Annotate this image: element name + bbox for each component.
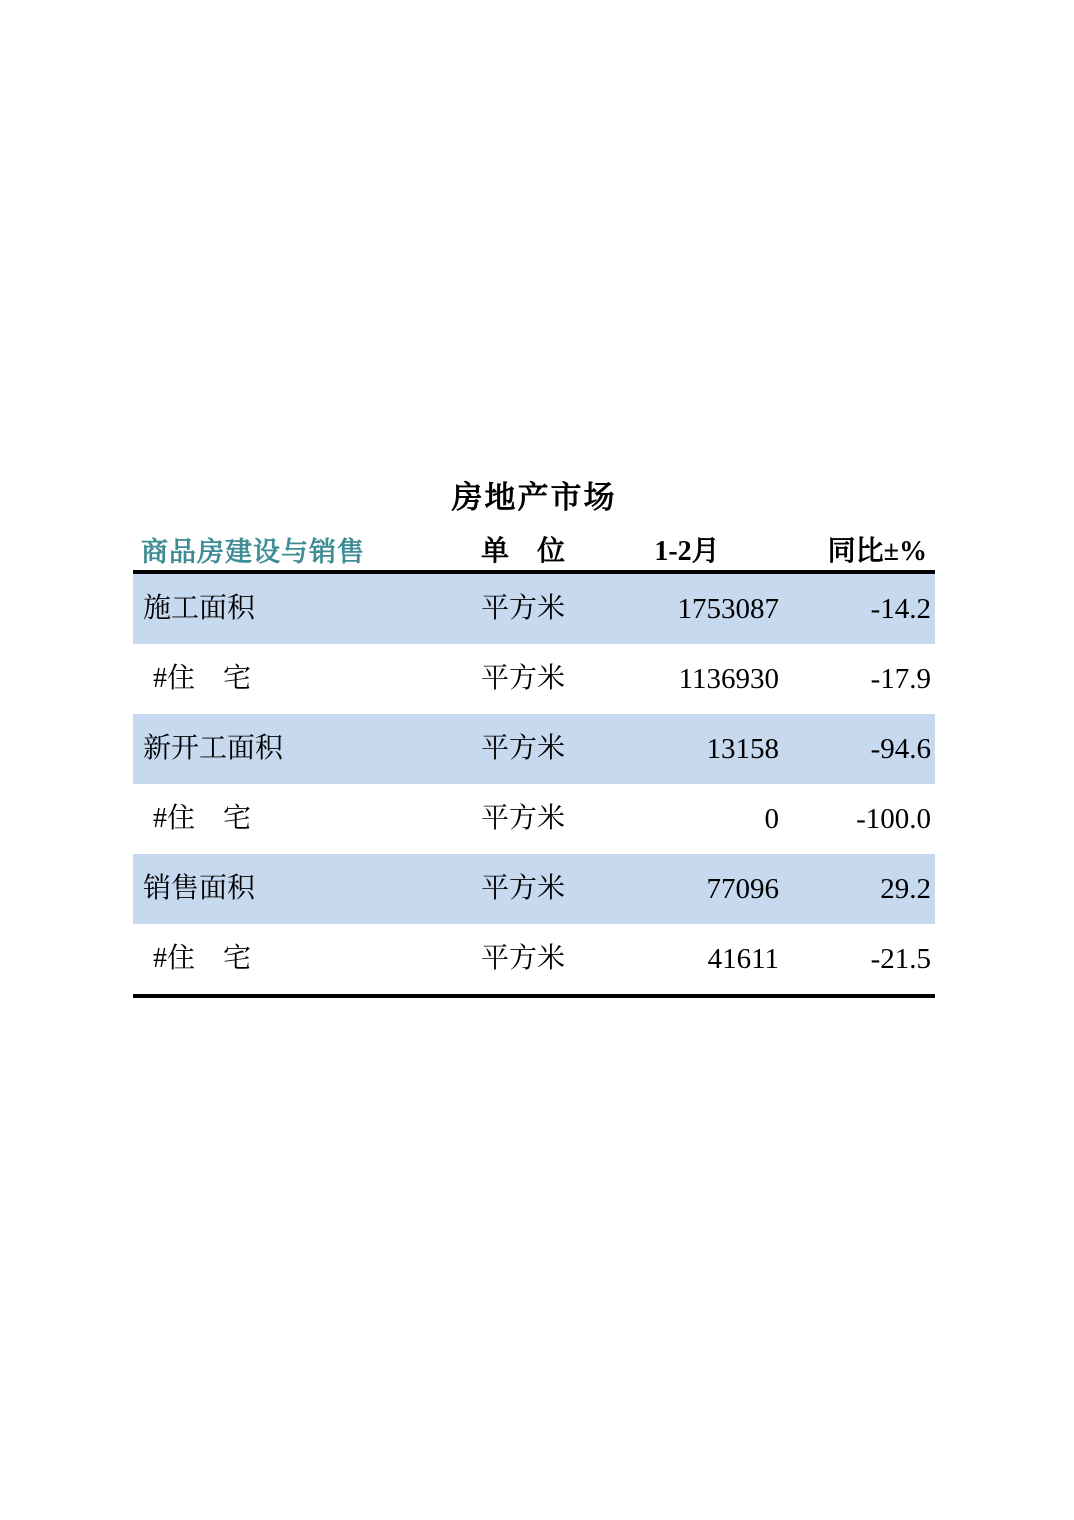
- table-row: [133, 784, 935, 854]
- row-value-cell: 41611: [707, 943, 779, 975]
- row-unit-cell: 平方米: [480, 663, 565, 694]
- table-row: [133, 574, 935, 644]
- row-yoy-cell: -17.9: [870, 663, 931, 695]
- row-unit-cell: 平方米: [480, 803, 565, 834]
- row-yoy-cell: -21.5: [870, 943, 931, 975]
- row-yoy-cell: -14.2: [870, 593, 931, 625]
- table-row: [133, 714, 935, 784]
- table-header-row: [133, 530, 935, 574]
- row-unit-cell: 平方米: [480, 733, 565, 764]
- row-yoy-cell: -94.6: [870, 733, 931, 765]
- row-value-cell: 1753087: [677, 593, 779, 625]
- header-product-column: 商品房建设与销售: [141, 537, 365, 567]
- row-label-cell: 新开工面积: [143, 733, 284, 764]
- row-label-cell: #住 宅: [153, 943, 252, 974]
- row-unit-cell: 平方米: [480, 873, 565, 904]
- row-value-cell: 1136930: [678, 663, 779, 695]
- row-yoy-cell: 29.2: [880, 873, 931, 905]
- table-row: [133, 924, 935, 994]
- header-period-column: 1-2月: [654, 536, 720, 567]
- real-estate-table-section: [133, 472, 935, 998]
- row-unit-cell: 平方米: [480, 593, 565, 624]
- row-label-cell: #住 宅: [153, 803, 252, 834]
- row-unit-cell: 平方米: [480, 943, 565, 974]
- header-yoy-column: 同比±%: [827, 536, 927, 567]
- row-value-cell: 0: [764, 803, 779, 835]
- table-row: [133, 854, 935, 924]
- row-label-cell: #住 宅: [153, 663, 252, 694]
- row-yoy-cell: -100.0: [856, 803, 931, 835]
- row-label-cell: 销售面积: [143, 873, 256, 904]
- row-value-cell: 13158: [706, 733, 779, 765]
- table-row: [133, 644, 935, 714]
- table-body: [133, 574, 935, 998]
- row-value-cell: 77096: [706, 873, 779, 905]
- page-title: 房地产市场: [451, 480, 617, 515]
- row-label-cell: 施工面积: [143, 593, 256, 624]
- header-unit-column: 单 位: [480, 536, 565, 567]
